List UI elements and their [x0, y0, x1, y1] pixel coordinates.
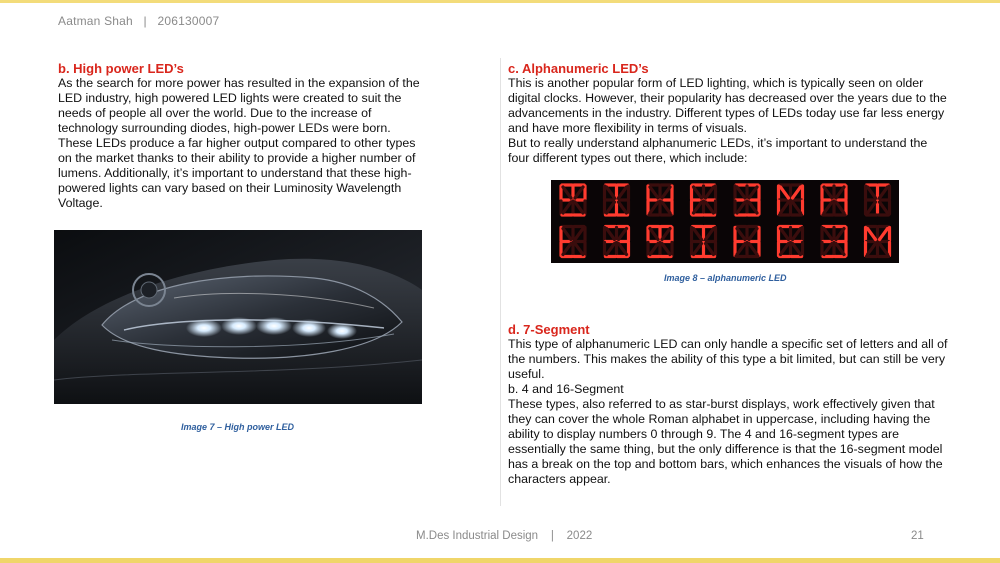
page-header — [58, 14, 219, 28]
led-segment — [662, 229, 670, 240]
led-segment — [662, 244, 670, 255]
image-7-caption: Image 7 – High power LED — [181, 422, 295, 432]
sub-heading-4-16-segment: b. 4 and 16-Segment — [508, 382, 624, 396]
led-segment — [880, 187, 888, 198]
led-segment — [575, 244, 583, 255]
led-segment — [868, 187, 876, 198]
footer-program: M.Des Industrial Design — [416, 530, 539, 542]
led-segment — [868, 229, 876, 240]
led-segment — [706, 244, 714, 255]
header-separator: | — [136, 14, 154, 28]
led-segment — [749, 202, 757, 213]
led-digit-cell — [822, 185, 846, 215]
led-segment — [575, 187, 583, 198]
led-digit-cell — [561, 227, 585, 257]
led-segment — [880, 202, 888, 213]
led-segment — [793, 187, 801, 198]
led-segment — [824, 202, 832, 213]
section-heading-alphanumeric: c. Alphanumeric LED’s — [508, 61, 649, 76]
led-segment — [836, 187, 844, 198]
led-segment — [563, 187, 571, 198]
footer-separator: | — [541, 530, 564, 542]
led-segment — [619, 187, 627, 198]
led-segment — [793, 202, 801, 213]
led-segment — [607, 202, 615, 213]
led-segment — [737, 202, 745, 213]
led-digit-cell — [779, 227, 803, 257]
right-column-bottom — [508, 322, 948, 487]
led-segment — [868, 202, 876, 213]
led-segment — [706, 202, 714, 213]
led-segment — [607, 244, 615, 255]
led-segment — [836, 244, 844, 255]
led-digit-cell — [735, 227, 759, 257]
headlight-illustration — [54, 230, 422, 404]
alphanumeric-led-image — [551, 180, 899, 263]
led-segment — [781, 202, 789, 213]
led-segment — [781, 229, 789, 240]
led-segment — [575, 229, 583, 240]
left-column — [58, 61, 423, 211]
section-heading-high-power: b. High power LED’s — [58, 61, 184, 76]
led-segment — [575, 202, 583, 213]
led-segment — [868, 244, 876, 255]
led-digit-cell — [692, 185, 716, 215]
led-segment — [836, 202, 844, 213]
led-segment — [749, 187, 757, 198]
led-segment — [619, 202, 627, 213]
led-segment — [749, 244, 757, 255]
led-segment — [650, 244, 658, 255]
led-digit-cell — [866, 185, 890, 215]
seven-segment-paragraph: This type of alphanumeric LED can only handle a specific set of letters and all of the numbers. This makes the ability of this type a bit limited, but can still be very useful. — [508, 337, 948, 381]
led-digit-cell — [648, 185, 672, 215]
bottom-accent-bar — [0, 558, 1000, 563]
alphanumeric-paragraph-2: But to really understand alphanumeric LEDs, it’s important to understand the four different types out there, which include: — [508, 136, 928, 165]
led-segment — [836, 229, 844, 240]
led-digit-cell — [605, 185, 629, 215]
led-segment — [824, 187, 832, 198]
led-segment — [650, 187, 658, 198]
four-16-segment-paragraph: These types, also referred to as star-burst displays, work effectively given that they can cover the whole Roman alphabet in uppercase, including having the ability to display numbers 0 through 9. The 4 and 16-segment types are essentially the same thing, but the only difference is that the 16-segment model has a break on the top and bottom bars, which enhances the visuals of how the characters appear. — [508, 397, 943, 486]
right-column-top — [508, 61, 948, 166]
led-segment — [737, 244, 745, 255]
student-id: 206130007 — [157, 14, 220, 28]
column-divider — [500, 58, 501, 506]
led-segment — [706, 187, 714, 198]
image-8-caption: Image 8 – alphanumeric LED — [664, 273, 787, 283]
alphanumeric-led-display — [551, 180, 899, 263]
led-segment — [650, 202, 658, 213]
led-digit-cell — [561, 185, 585, 215]
high-power-paragraph: As the search for more power has resulted in the expansion of the LED industry, high powered LED lights were created to suit the needs of people all over the world. Due to the increase of technology surrounding diodes, high-power LEDs were born. These LEDs produce a far higher output compared to other types on the market thanks to their ability to provide a higher number of lumens. Additionally, it’s important to understand that these high-powered lights can vary based on their Luminosity Wavelength Voltage. — [58, 76, 420, 210]
led-digit-cell — [692, 227, 716, 257]
section-heading-7-segment: d. 7-Segment — [508, 322, 590, 337]
alphanumeric-paragraph-1: This is another popular form of LED lighting, which is typically seen on older digital clocks. However, their popularity has decreased over the years due to the advancements in the industry. Different types of LEDs today use far less energy and have more flexibility in terms of visuals. — [508, 76, 947, 135]
led-segment — [694, 229, 702, 240]
led-segment — [662, 187, 670, 198]
led-segment — [824, 229, 832, 240]
led-digit-cell — [605, 227, 629, 257]
led-segment — [607, 187, 615, 198]
led-segment — [694, 244, 702, 255]
top-accent-bar — [0, 0, 1000, 3]
led-segment — [694, 187, 702, 198]
led-digit-cell — [822, 227, 846, 257]
led-segment — [650, 229, 658, 240]
led-segment — [563, 202, 571, 213]
led-segment — [607, 229, 615, 240]
led-segment — [781, 244, 789, 255]
led-segment — [694, 202, 702, 213]
high-power-led-image — [54, 230, 422, 404]
author-name: Aatman Shah — [58, 14, 133, 28]
led-segment — [793, 229, 801, 240]
led-segment — [737, 229, 745, 240]
led-segment — [749, 229, 757, 240]
led-digit-cell — [735, 185, 759, 215]
led-segment — [563, 244, 571, 255]
led-segment — [880, 229, 888, 240]
led-digit-cell — [779, 185, 803, 215]
led-segment — [737, 187, 745, 198]
led-segment — [793, 244, 801, 255]
led-segment — [619, 229, 627, 240]
led-segment — [824, 244, 832, 255]
led-segment — [563, 229, 571, 240]
led-segment — [706, 229, 714, 240]
footer-year: 2022 — [566, 530, 593, 542]
page-number: 21 — [911, 530, 924, 542]
led-segment — [781, 187, 789, 198]
led-digit-cell — [648, 227, 672, 257]
led-digit-cell — [866, 227, 890, 257]
led-segment — [619, 244, 627, 255]
page-footer — [416, 530, 592, 542]
led-segment — [662, 202, 670, 213]
led-segment — [880, 244, 888, 255]
